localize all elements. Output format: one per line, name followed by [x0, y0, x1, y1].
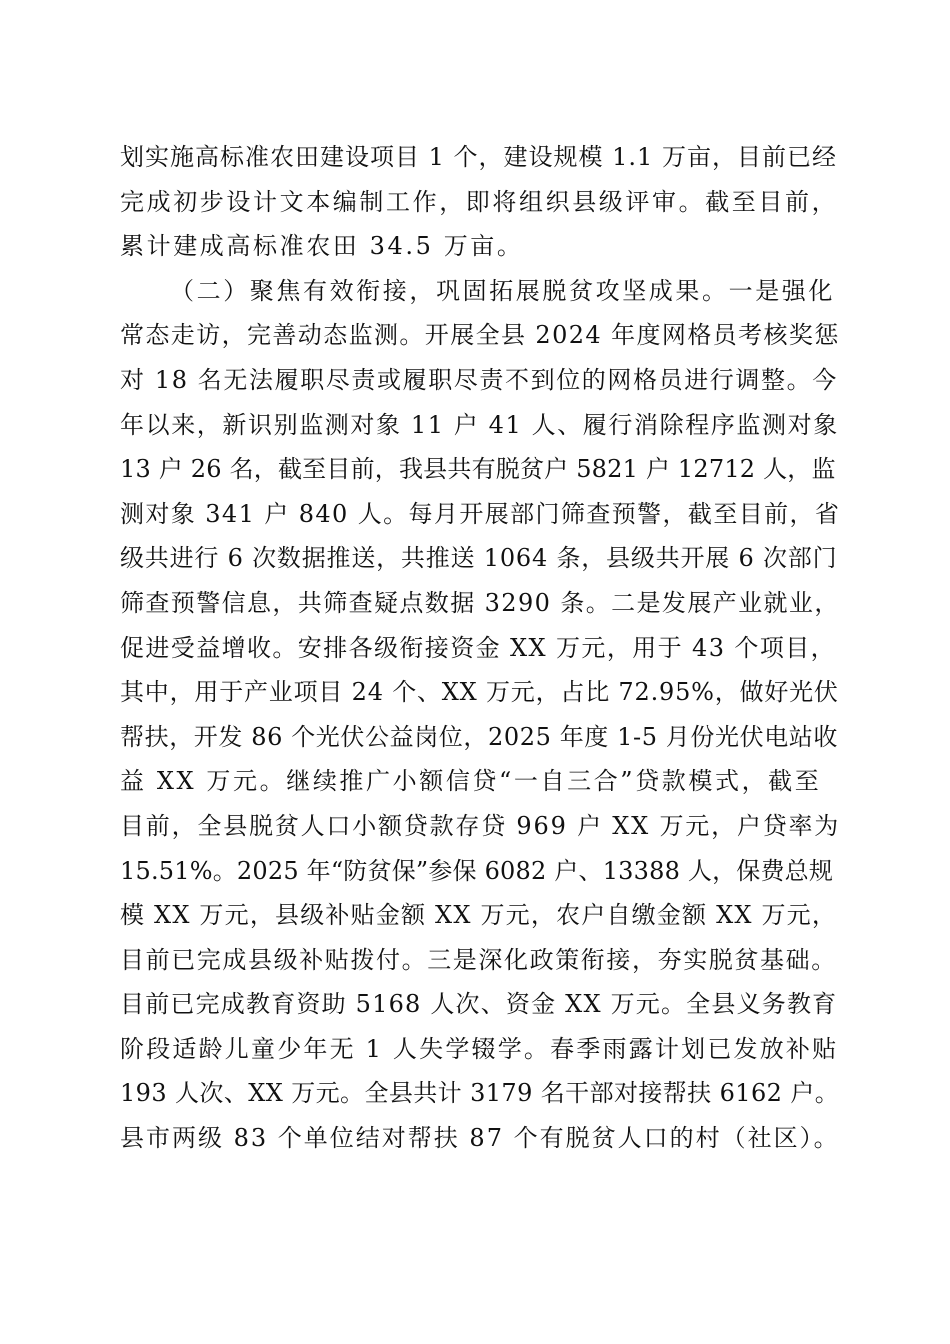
text-line: 筛查预警信息，共筛查疑点数据 3290 条。二是发展产业就业，	[120, 588, 840, 617]
text-line: 阶段适龄儿童少年无 1 人失学辍学。春季雨露计划已发放补贴	[120, 1034, 839, 1063]
section-heading-line: （二）聚焦有效衔接，巩固拓展脱贫攻坚成果。一是强化	[170, 276, 835, 305]
text-line: 级共进行 6 次数据推送，共推送 1064 条，县级共开展 6 次部门	[120, 544, 838, 573]
text-line: 其中，用于产业项目 24 个、XX 万元，占比 72.95%，做好光伏	[120, 678, 839, 707]
text-line: 累计建成高标准农田 34.5 万亩。	[120, 232, 524, 261]
text-line: 常态走访，完善动态监测。开展全县 2024 年度网格员考核奖惩	[120, 321, 840, 350]
text-line: 县市两级 83 个单位结对帮扶 87 个有脱贫人口的村（社区）。	[120, 1124, 840, 1153]
text-line: 目前已完成县级补贴拨付。三是深化政策衔接，夯实脱贫基础。	[120, 945, 837, 974]
text-line: 对 18 名无法履职尽责或履职尽责不到位的网格员进行调整。今	[120, 365, 838, 394]
text-line: 划实施高标准农田建设项目 1 个，建设规模 1.1 万亩，目前已经	[120, 143, 837, 171]
text-line: 13 户 26 名，截至目前，我县共有脱贫户 5821 户 12712 人，监	[120, 455, 836, 484]
text-line: 目前已完成教育资助 5168 人次、资金 XX 万元。全县义务教育	[120, 990, 838, 1019]
text-line: 年以来，新识别监测对象 11 户 41 人、履行消除程序监测对象	[120, 410, 839, 439]
text-line: 帮扶，开发 86 个光伏公益岗位，2025 年度 1-5 月份光伏电站收	[120, 722, 839, 751]
text-line: 193 人次、XX 万元。全县共计 3179 名干部对接帮扶 6162 户。	[120, 1079, 840, 1108]
body-text	[120, 135, 840, 1161]
text-line: 模 XX 万元，县级补贴金额 XX 万元，农户自缴金额 XX 万元，	[120, 901, 838, 930]
text-line: 15.51%。2025 年“防贫保”参保 6082 户、13388 人，保费总规	[120, 856, 834, 885]
text-line: 促进受益增收。安排各级衔接资金 XX 万元，用于 43 个项目，	[120, 633, 837, 662]
text-line: 完成初步设计文本编制工作，即将组织县级评审。截至目前，	[120, 187, 839, 216]
text-line: 目前，全县脱贫人口小额贷款存贷 969 户 XX 万元，户贷率为	[120, 811, 841, 840]
text-line: 益 XX 万元。继续推广小额信贷“一自三合”贷款模式，截至	[120, 767, 822, 796]
text-line: 测对象 341 户 840 人。每月开展部门筛查预警，截至目前，省	[120, 499, 841, 528]
